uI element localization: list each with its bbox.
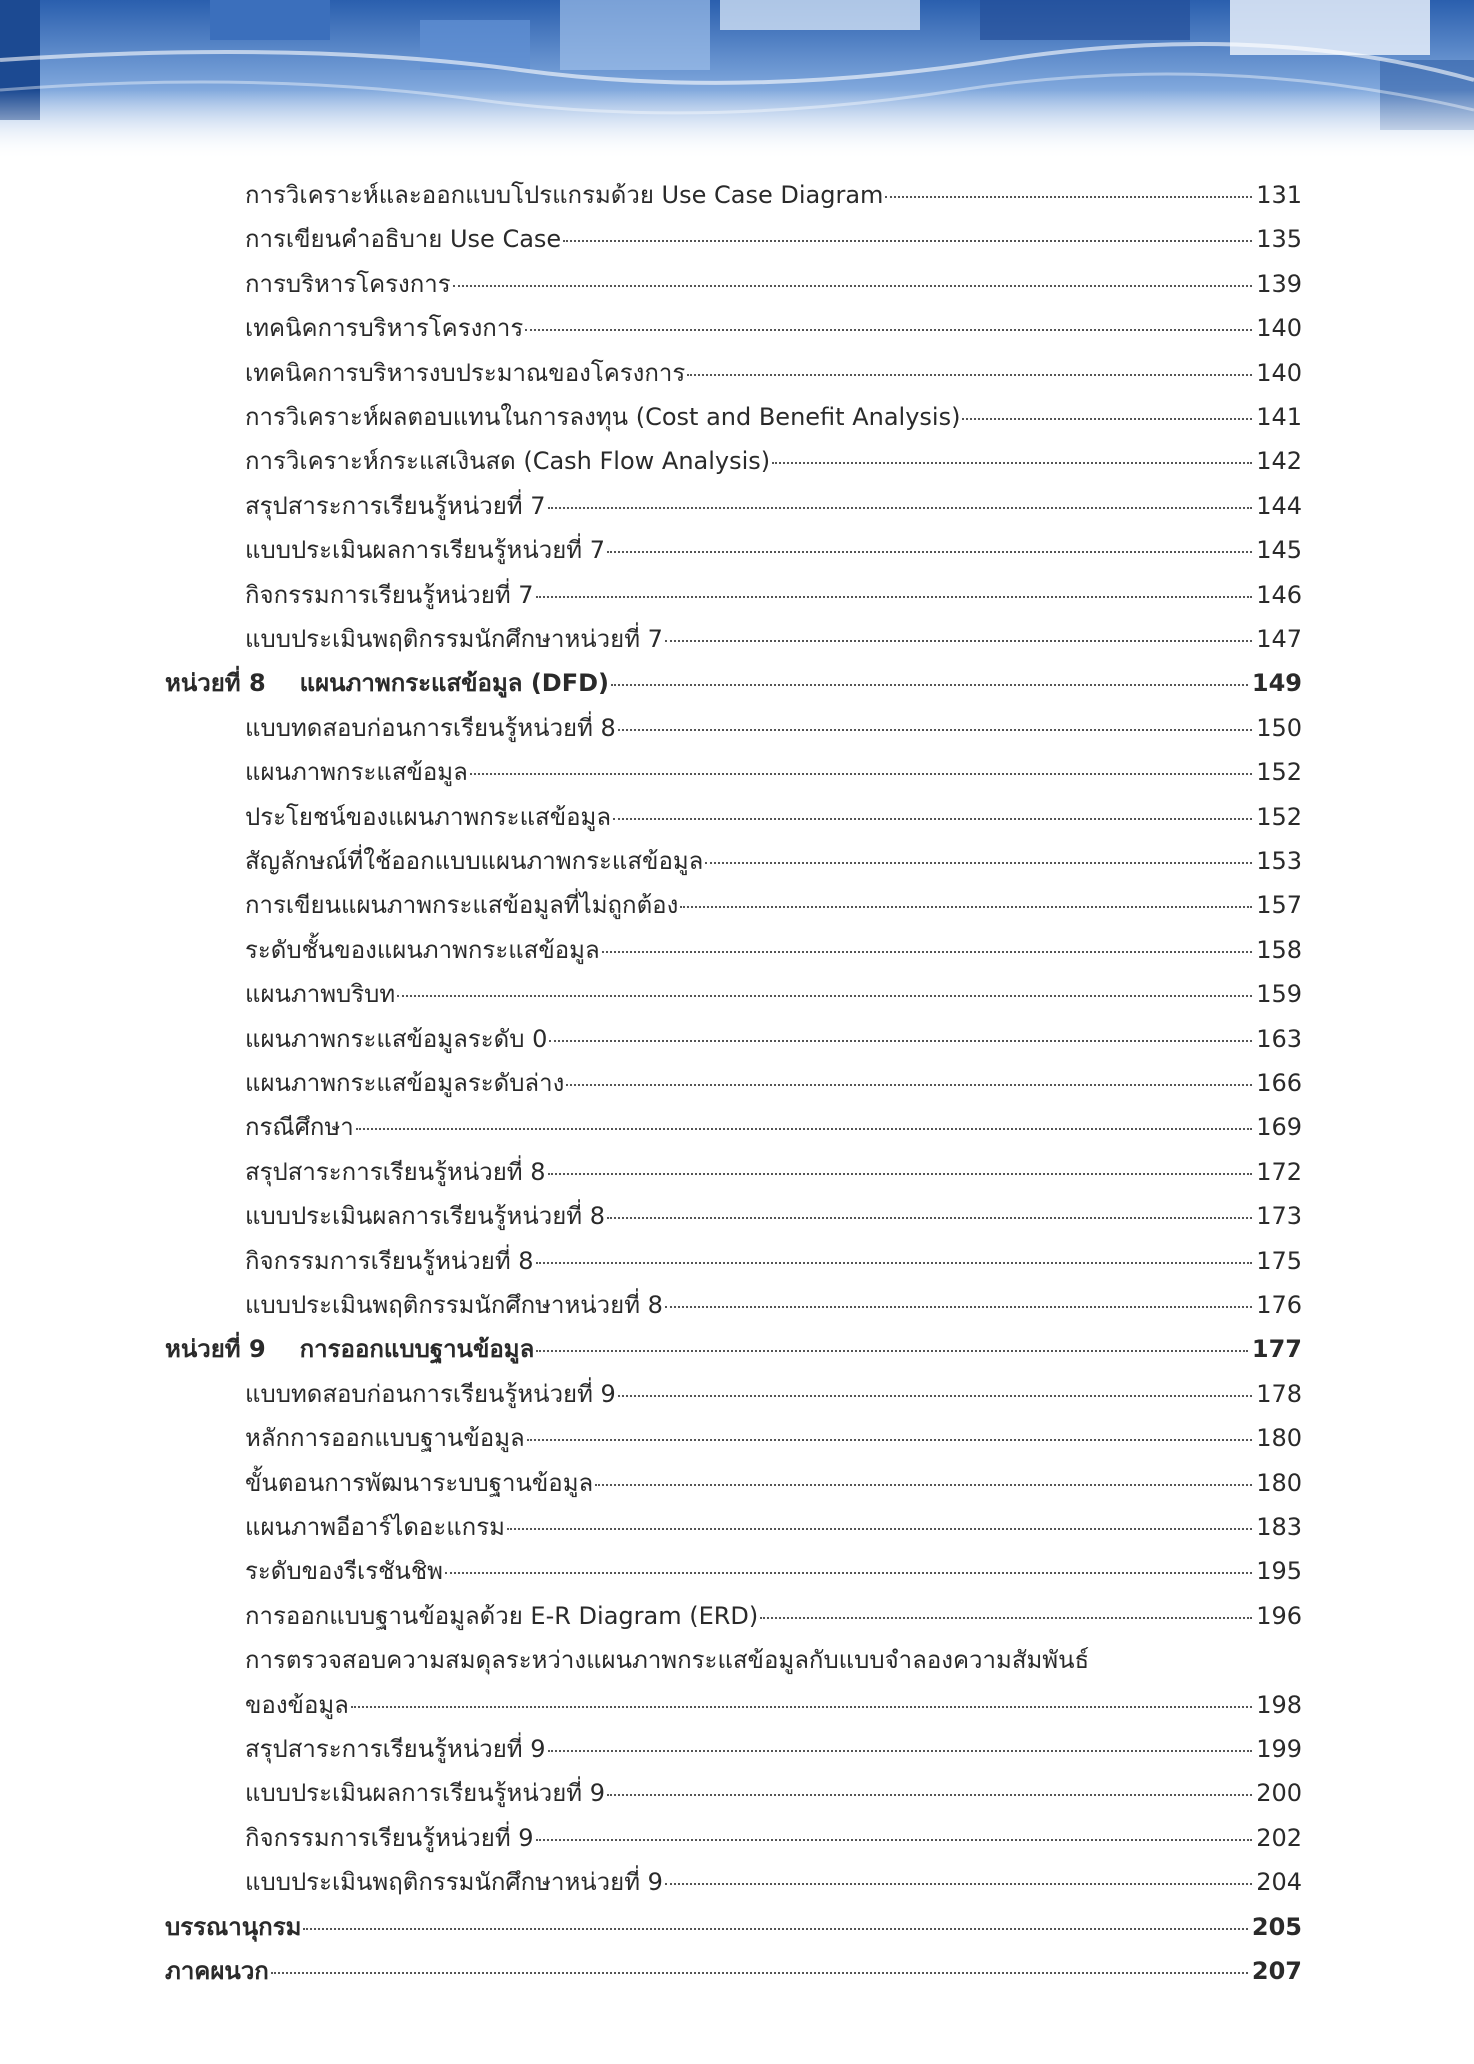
page-number: 166 [1256,1069,1302,1097]
entry-title: บรรณานุกรม [165,1913,302,1941]
toc-sub-entry [245,1374,1302,1414]
page-number: 146 [1256,581,1302,609]
dot-leader [445,1572,1252,1574]
entry-title: สรุปสาระการเรียนรู้หน่วยที่ 8 [245,1158,546,1186]
dot-leader [611,684,1248,686]
page-number: 144 [1256,492,1302,520]
toc-sub-entry [245,1773,1302,1813]
toc-sub-entry [245,930,1302,970]
dot-leader [760,1617,1252,1619]
toc-sub-entry [245,1640,1302,1680]
unit-number: หน่วยที่ 8 [165,669,266,697]
page-number: 147 [1256,625,1302,653]
entry-title: สรุปสาระการเรียนรู้หน่วยที่ 9 [245,1735,546,1763]
entry-title: กิจกรรมการเรียนรู้หน่วยที่ 8 [245,1247,534,1275]
dot-leader [548,1750,1253,1752]
dot-leader [607,551,1252,553]
toc-sub-entry [245,219,1302,259]
toc-sub-entry [245,1463,1302,1503]
entry-title: ของข้อมูล [245,1691,349,1719]
dot-leader [680,906,1252,908]
page-number: 205 [1251,1913,1302,1941]
entry-title: ขั้นตอนการพัฒนาระบบฐานข้อมูล [245,1469,594,1497]
dot-leader [536,1262,1253,1264]
toc-sub-entry [245,530,1302,570]
toc-sub-entry [245,1285,1302,1325]
dot-leader [665,640,1252,642]
page-number: 177 [1251,1335,1302,1363]
entry-title: แผนภาพบริบท [245,980,396,1008]
toc-sub-entry [245,752,1302,792]
toc-sub-entry [245,1596,1302,1636]
dot-leader [607,1794,1252,1796]
dot-leader [548,1173,1253,1175]
entry-title: การออกแบบฐานข้อมูลด้วย E-R Diagram (ERD) [245,1602,759,1630]
page-number: 159 [1256,980,1302,1008]
page-number: 183 [1256,1513,1302,1541]
dot-leader [618,729,1252,731]
toc-sub-entry [245,1063,1302,1103]
page-number: 145 [1256,536,1302,564]
header-banner [0,0,1474,160]
page-number: 195 [1256,1557,1302,1585]
page-number: 196 [1256,1602,1302,1630]
dot-leader [507,1528,1252,1530]
toc-sub-entry [245,1241,1302,1281]
page-number: 178 [1256,1380,1302,1408]
dot-leader [549,1040,1252,1042]
dot-leader [618,1395,1252,1397]
entry-title: ระดับของรีเรชันชิพ [245,1557,443,1585]
entry-title: แบบประเมินพฤติกรรมนักศึกษาหน่วยที่ 7 [245,625,663,653]
page-number: 153 [1256,847,1302,875]
toc-main-entry [165,1951,1302,1991]
toc-sub-entry [245,1196,1302,1236]
page-number: 180 [1256,1424,1302,1452]
entry-title: แบบทดสอบก่อนการเรียนรู้หน่วยที่ 9 [245,1380,616,1408]
entry-title: แบบประเมินผลการเรียนรู้หน่วยที่ 9 [245,1779,605,1807]
page-number: 157 [1256,891,1302,919]
entry-title: แบบประเมินผลการเรียนรู้หน่วยที่ 8 [245,1202,605,1230]
dot-leader [525,329,1252,331]
toc-sub-entry [245,841,1302,881]
entry-title: แบบประเมินพฤติกรรมนักศึกษาหน่วยที่ 9 [245,1868,663,1896]
entry-title: การตรวจสอบความสมดุลระหว่างแผนภาพกระแสข้อมูลกับแบบจำลองความสัมพันธ์ [245,1646,1090,1674]
toc-unit-entry [165,663,1302,703]
page-number: 169 [1256,1113,1302,1141]
toc-main-entry [165,1907,1302,1947]
page-number: 150 [1256,714,1302,742]
dot-leader [303,1928,1247,1930]
entry-title: การเขียนแผนภาพกระแสข้อมูลที่ไม่ถูกต้อง [245,891,679,919]
dot-leader [885,196,1252,198]
toc-sub-entry [245,1107,1302,1147]
dot-leader [613,818,1252,820]
unit-number: หน่วยที่ 9 [165,1335,266,1363]
toc-sub-entry [245,1551,1302,1591]
dot-leader [356,1128,1252,1130]
entry-title: ระดับชั้นของแผนภาพกระแสข้อมูล [245,936,600,964]
toc-unit-entry [165,1329,1302,1369]
dot-leader [563,240,1252,242]
dot-leader [470,773,1252,775]
toc-sub-entry [245,486,1302,526]
toc-sub-entry [245,1418,1302,1458]
page-number: 149 [1251,669,1302,697]
dot-leader [705,862,1252,864]
page-number: 139 [1256,270,1302,298]
toc-sub-entry [245,974,1302,1014]
dot-leader [602,951,1253,953]
page-number: 198 [1256,1691,1302,1719]
toc-sub-entry [245,885,1302,925]
entry-title: การเขียนคำอธิบาย Use Case [245,225,562,253]
unit-title: การออกแบบฐานข้อมูล [299,1335,535,1363]
unit-title: แผนภาพกระแสข้อมูล (DFD) [299,669,610,697]
page-number: 152 [1256,758,1302,786]
page-number: 163 [1256,1025,1302,1053]
entry-title: ประโยชน์ของแผนภาพกระแสข้อมูล [245,803,612,831]
entry-title: เทคนิคการบริหารงบประมาณของโครงการ [245,359,686,387]
toc-sub-entry [245,1507,1302,1547]
toc-sub-entry [245,1818,1302,1858]
entry-title: สรุปสาระการเรียนรู้หน่วยที่ 7 [245,492,546,520]
dot-leader [962,418,1252,420]
entry-title: แบบประเมินพฤติกรรมนักศึกษาหน่วยที่ 8 [245,1291,663,1319]
entry-title: การบริหารโครงการ [245,270,451,298]
toc-sub-entry [245,708,1302,748]
page-number: 131 [1256,181,1302,209]
dot-leader [527,1439,1252,1441]
page-number: 158 [1256,936,1302,964]
page-number: 135 [1256,225,1302,253]
dot-leader [351,1706,1252,1708]
entry-title: แบบประเมินผลการเรียนรู้หน่วยที่ 7 [245,536,605,564]
dot-leader [566,1084,1252,1086]
entry-title: แผนภาพกระแสข้อมูลระดับล่าง [245,1069,565,1097]
page-number: 175 [1256,1247,1302,1275]
toc-sub-entry [245,1729,1302,1769]
entry-title: การวิเคราะห์ผลตอบแทนในการลงทุน (Cost and Benefit Analysis) [245,403,961,431]
entry-title: การวิเคราะห์และออกแบบโปรแกรมด้วย Use Case Diagram [245,181,884,209]
entry-title: สัญลักษณ์ที่ใช้ออกแบบแผนภาพกระแสข้อมูล [245,847,704,875]
dot-leader [687,374,1252,376]
toc-sub-entry [245,441,1302,481]
dot-leader [772,462,1252,464]
dot-leader [397,995,1252,997]
page-number: 176 [1256,1291,1302,1319]
entry-title: การวิเคราะห์กระแสเงินสด (Cash Flow Analysis) [245,447,771,475]
toc-sub-entry [245,353,1302,393]
entry-title: แผนภาพกระแสข้อมูลระดับ 0 [245,1025,548,1053]
dot-leader [536,1839,1253,1841]
entry-title: กรณีศึกษา [245,1113,354,1141]
entry-title: แบบทดสอบก่อนการเรียนรู้หน่วยที่ 8 [245,714,616,742]
toc-sub-entry [245,397,1302,437]
page-number: 141 [1256,403,1302,431]
entry-title: เทคนิคการบริหารโครงการ [245,314,524,342]
toc-sub-entry [245,575,1302,615]
page-number: 207 [1251,1957,1302,1985]
toc-sub-entry [245,264,1302,304]
page-number: 173 [1256,1202,1302,1230]
dot-leader [595,1484,1252,1486]
page-number: 204 [1256,1868,1302,1896]
entry-title: แผนภาพอีอาร์ไดอะแกรม [245,1513,505,1541]
toc-sub-entry [245,1685,1302,1725]
page-number: 202 [1256,1824,1302,1852]
toc-sub-entry [245,1019,1302,1059]
entry-title: แผนภาพกระแสข้อมูล [245,758,468,786]
page-number: 172 [1256,1158,1302,1186]
toc-sub-entry [245,308,1302,348]
toc-sub-entry [245,797,1302,837]
dot-leader [536,1350,1248,1352]
page-number: 140 [1256,359,1302,387]
dot-leader [665,1883,1252,1885]
dot-leader [665,1306,1252,1308]
dot-leader [548,507,1253,509]
entry-title: กิจกรรมการเรียนรู้หน่วยที่ 9 [245,1824,534,1852]
toc-sub-entry [245,1152,1302,1192]
page-number: 199 [1256,1735,1302,1763]
entry-title: กิจกรรมการเรียนรู้หน่วยที่ 7 [245,581,534,609]
page-number: 180 [1256,1469,1302,1497]
toc-sub-entry [245,175,1302,215]
dot-leader [607,1217,1252,1219]
page-number: 152 [1256,803,1302,831]
toc-sub-entry [245,619,1302,659]
dot-leader [536,596,1253,598]
entry-title: ภาคผนวก [165,1957,269,1985]
page-number: 140 [1256,314,1302,342]
page-number: 142 [1256,447,1302,475]
dot-leader [271,1972,1248,1974]
page-number: 200 [1256,1779,1302,1807]
entry-title: หลักการออกแบบฐานข้อมูล [245,1424,525,1452]
dot-leader [453,285,1253,287]
toc-sub-entry [245,1862,1302,1902]
banner-graphic [0,0,1474,160]
